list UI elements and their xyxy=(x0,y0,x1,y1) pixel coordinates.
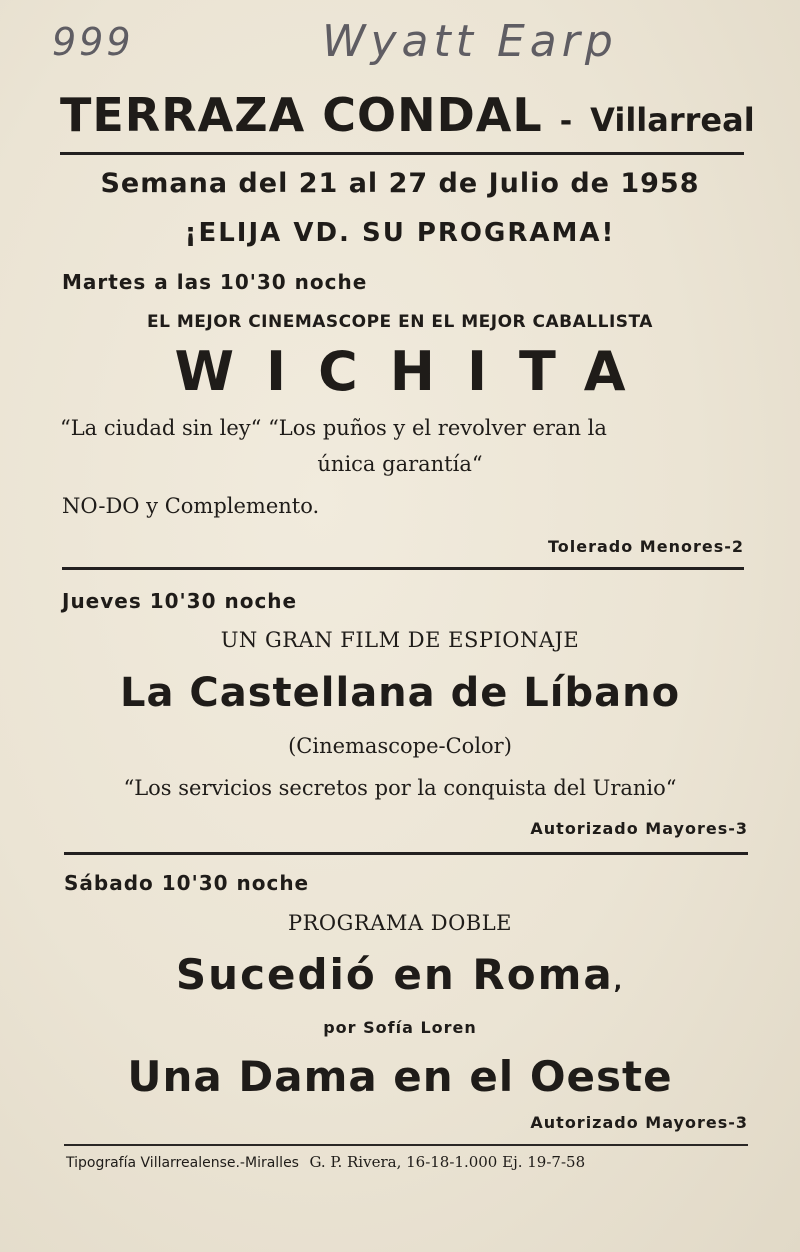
program3-title2: Una Dama en el Oeste xyxy=(127,1052,673,1101)
program1-rating: Tolerado Menores-2 xyxy=(547,537,744,556)
program3-tagline: PROGRAMA DOBLE xyxy=(287,911,512,935)
venue-city: Villarreal xyxy=(590,101,755,139)
handwritten-name: Wyatt Earp xyxy=(322,16,618,67)
program1-tagline: EL MEJOR CINEMASCOPE EN EL MEJOR CABALLISTA xyxy=(147,312,653,332)
program1-rule xyxy=(62,567,744,570)
program3-title1-mark: , xyxy=(613,970,625,995)
program3-title1-line xyxy=(0,950,800,999)
choose-program: ¡ELIJA VD. SU PROGRAMA! xyxy=(184,218,616,248)
program2-format: (Cinemascope-Color) xyxy=(288,734,512,758)
venue-name: TERRAZA CONDAL xyxy=(60,88,543,142)
footer-rule xyxy=(64,1144,748,1146)
handwritten-number: 999 xyxy=(52,20,134,64)
program1-quote-line2: única garantía“ xyxy=(317,452,483,476)
header-rule xyxy=(60,152,744,155)
footer-address: G. P. Rivera, 16-18-1.000 Ej. 19-7-58 xyxy=(309,1153,586,1171)
footer-line xyxy=(66,1153,585,1171)
program2-tagline: UN GRAN FILM DE ESPIONAJE xyxy=(220,628,580,652)
program1-when: Martes a las 10'30 noche xyxy=(62,270,368,294)
program3-credit: por Sofía Loren xyxy=(323,1018,477,1037)
program3-title1: Sucedió en Roma xyxy=(175,950,614,999)
program2-when: Jueves 10'30 noche xyxy=(62,589,298,613)
week-line: Semana del 21 al 27 de Julio de 1958 xyxy=(100,168,700,199)
program2-rule xyxy=(64,852,748,855)
program2-title: La Castellana de Líbano xyxy=(119,670,681,716)
program2-rating: Autorizado Mayores-3 xyxy=(530,819,748,838)
program1-extra: NO-DO y Complemento. xyxy=(62,494,320,518)
program2-quote: “Los servicios secretos por la conquista del Uranio“ xyxy=(123,776,677,800)
venue-separator: - xyxy=(559,104,574,139)
program1-title: WICHITA xyxy=(174,340,658,403)
venue-title xyxy=(60,88,755,142)
footer-printer: Tipografía Villarrealense.-Miralles xyxy=(66,1155,299,1171)
program3-rating: Autorizado Mayores-3 xyxy=(530,1113,748,1132)
program1-quote-line1: “La ciudad sin ley“ “Los puños y el revolver eran la xyxy=(60,416,607,440)
program3-when: Sábado 10'30 noche xyxy=(64,871,310,895)
